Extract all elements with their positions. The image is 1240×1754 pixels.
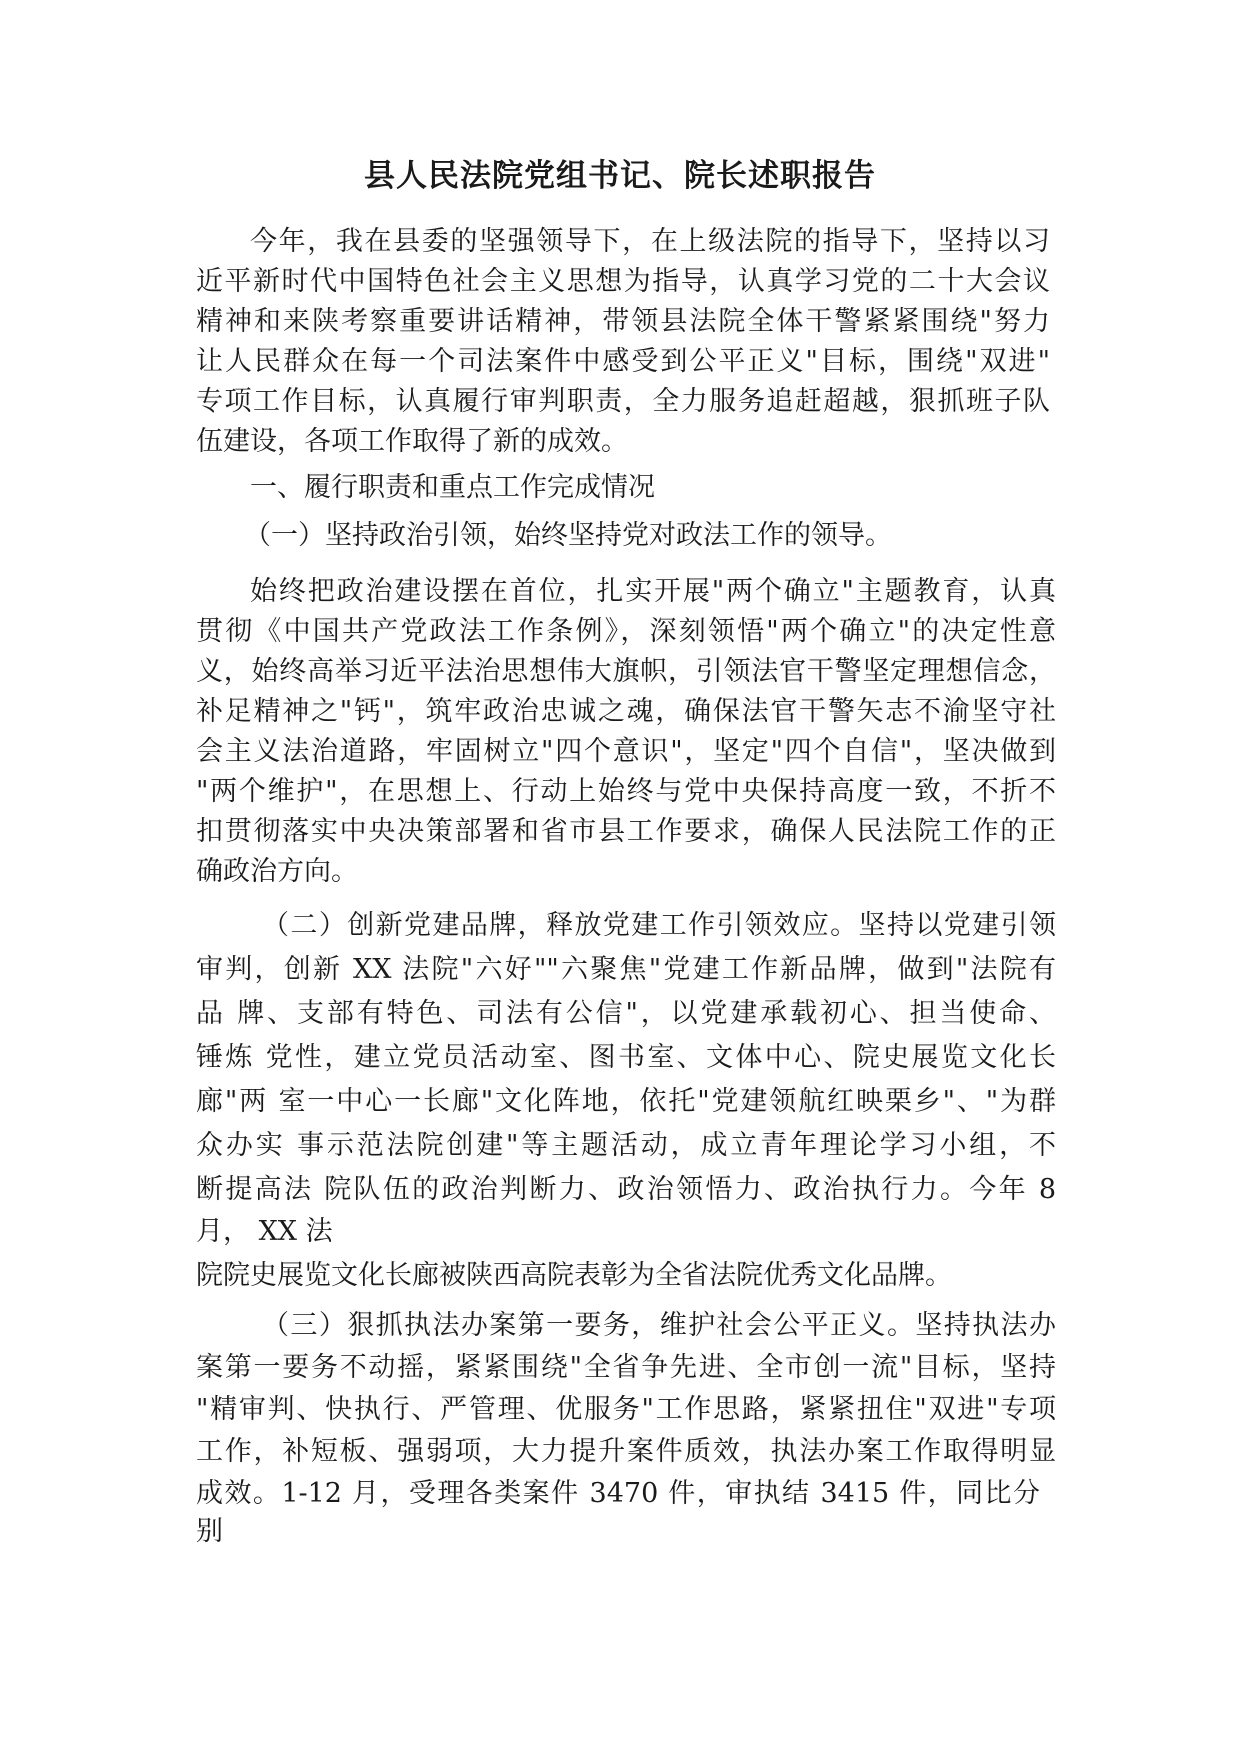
para-3-line-6: 别: [196, 1516, 223, 1547]
intro-line-5: 专项工作目标，认真履行审判职责，全力服务追赶超越，狠抓班子队: [196, 386, 1050, 417]
para-1-line-7: 扣贯彻落实中央决策部署和省市县工作要求，确保人民法院工作的正: [196, 816, 1056, 847]
para-2-line-5: 廊"两 室一中心一长廊"文化阵地，依托"党建领航红映栗乡"、"为群: [196, 1086, 1056, 1117]
para-2-line-4: 锤炼 党性，建立党员活动室、图书室、文体中心、院史展览文化长: [196, 1042, 1056, 1073]
para-1-line-6: "两个维护"，在思想上、行动上始终与党中央保持高度一致，不折不: [196, 776, 1056, 807]
para-1-line-5: 会主义法治道路，牢固树立"四个意识"，坚定"四个自信"，坚决做到: [196, 736, 1056, 767]
section-heading: 一、履行职责和重点工作完成情况: [250, 472, 655, 503]
para-3-line-5: 成效。1-12 月，受理各类案件 3470 件，审执结 3415 件，同比分: [196, 1478, 1040, 1509]
para-3-line-1: （三）狠抓执法办案第一要务，维护社会公平正义。坚持执法办: [262, 1310, 1056, 1341]
para-3-line-4: 工作，补短板、强弱项，大力提升案件质效，执法办案工作取得明显: [196, 1436, 1056, 1467]
para-1-line-2: 贯彻《中国共产党政法工作条例》，深刻领悟"两个确立"的决定性意: [196, 616, 1056, 647]
intro-line-1: 今年，我在县委的坚强领导下，在上级法院的指导下，坚持以习: [250, 226, 1050, 257]
para-3-line-2: 案第一要务不动摇，紧紧围绕"全省争先进、全市创一流"目标，坚持: [196, 1352, 1056, 1383]
intro-line-2: 近平新时代中国特色社会主义思想为指导，认真学习党的二十大会议: [196, 266, 1050, 297]
para-2-line-9: 院院史展览文化长廊被陕西高院表彰为全省法院优秀文化品牌。: [196, 1260, 952, 1291]
para-2-line-8: 月， XX 法: [196, 1216, 333, 1247]
para-2-line-7: 断提高法 院队伍的政治判断力、政治领悟力、政治执行力。今年 8: [196, 1174, 1056, 1205]
para-3-line-3: "精审判、快执行、严管理、优服务"工作思路，紧紧扭住"双进"专项: [196, 1394, 1056, 1425]
intro-line-6: 伍建设，各项工作取得了新的成效。: [196, 426, 628, 457]
intro-line-3: 精神和来陕考察重要讲话精神，带领县法院全体干警紧紧围绕"努力: [196, 306, 1050, 337]
para-2-line-1: （二）创新党建品牌，释放党建工作引领效应。坚持以党建引领: [262, 910, 1056, 941]
para-2-line-2: 审判，创新 XX 法院"六好""六聚焦"党建工作新品牌，做到"法院有: [196, 954, 1056, 985]
para-1-line-1: 始终把政治建设摆在首位，扎实开展"两个确立"主题教育，认真: [250, 576, 1056, 607]
para-1-line-3: 义，始终高举习近平法治思想伟大旗帜，引领法官干警坚定理想信念，: [196, 656, 1056, 687]
para-2-line-6: 众办实 事示范法院创建"等主题活动，成立青年理论学习小组，不: [196, 1130, 1056, 1161]
para-1-line-4: 补足精神之"钙"，筑牢政治忠诚之魂，确保法官干警矢志不渝坚守社: [196, 696, 1056, 727]
document-title: 县人民法院党组书记、院长述职报告: [364, 158, 876, 194]
para-2-line-3: 品 牌、支部有特色、司法有公信"，以党建承载初心、担当使命、: [196, 998, 1056, 1029]
para-1-line-8: 确政治方向。: [196, 856, 358, 887]
subsection-heading: （一）坚持政治引领，始终坚持党对政法工作的领导。: [244, 520, 892, 551]
intro-line-4: 让人民群众在每一个司法案件中感受到公平正义"目标，围绕"双进": [196, 346, 1050, 377]
